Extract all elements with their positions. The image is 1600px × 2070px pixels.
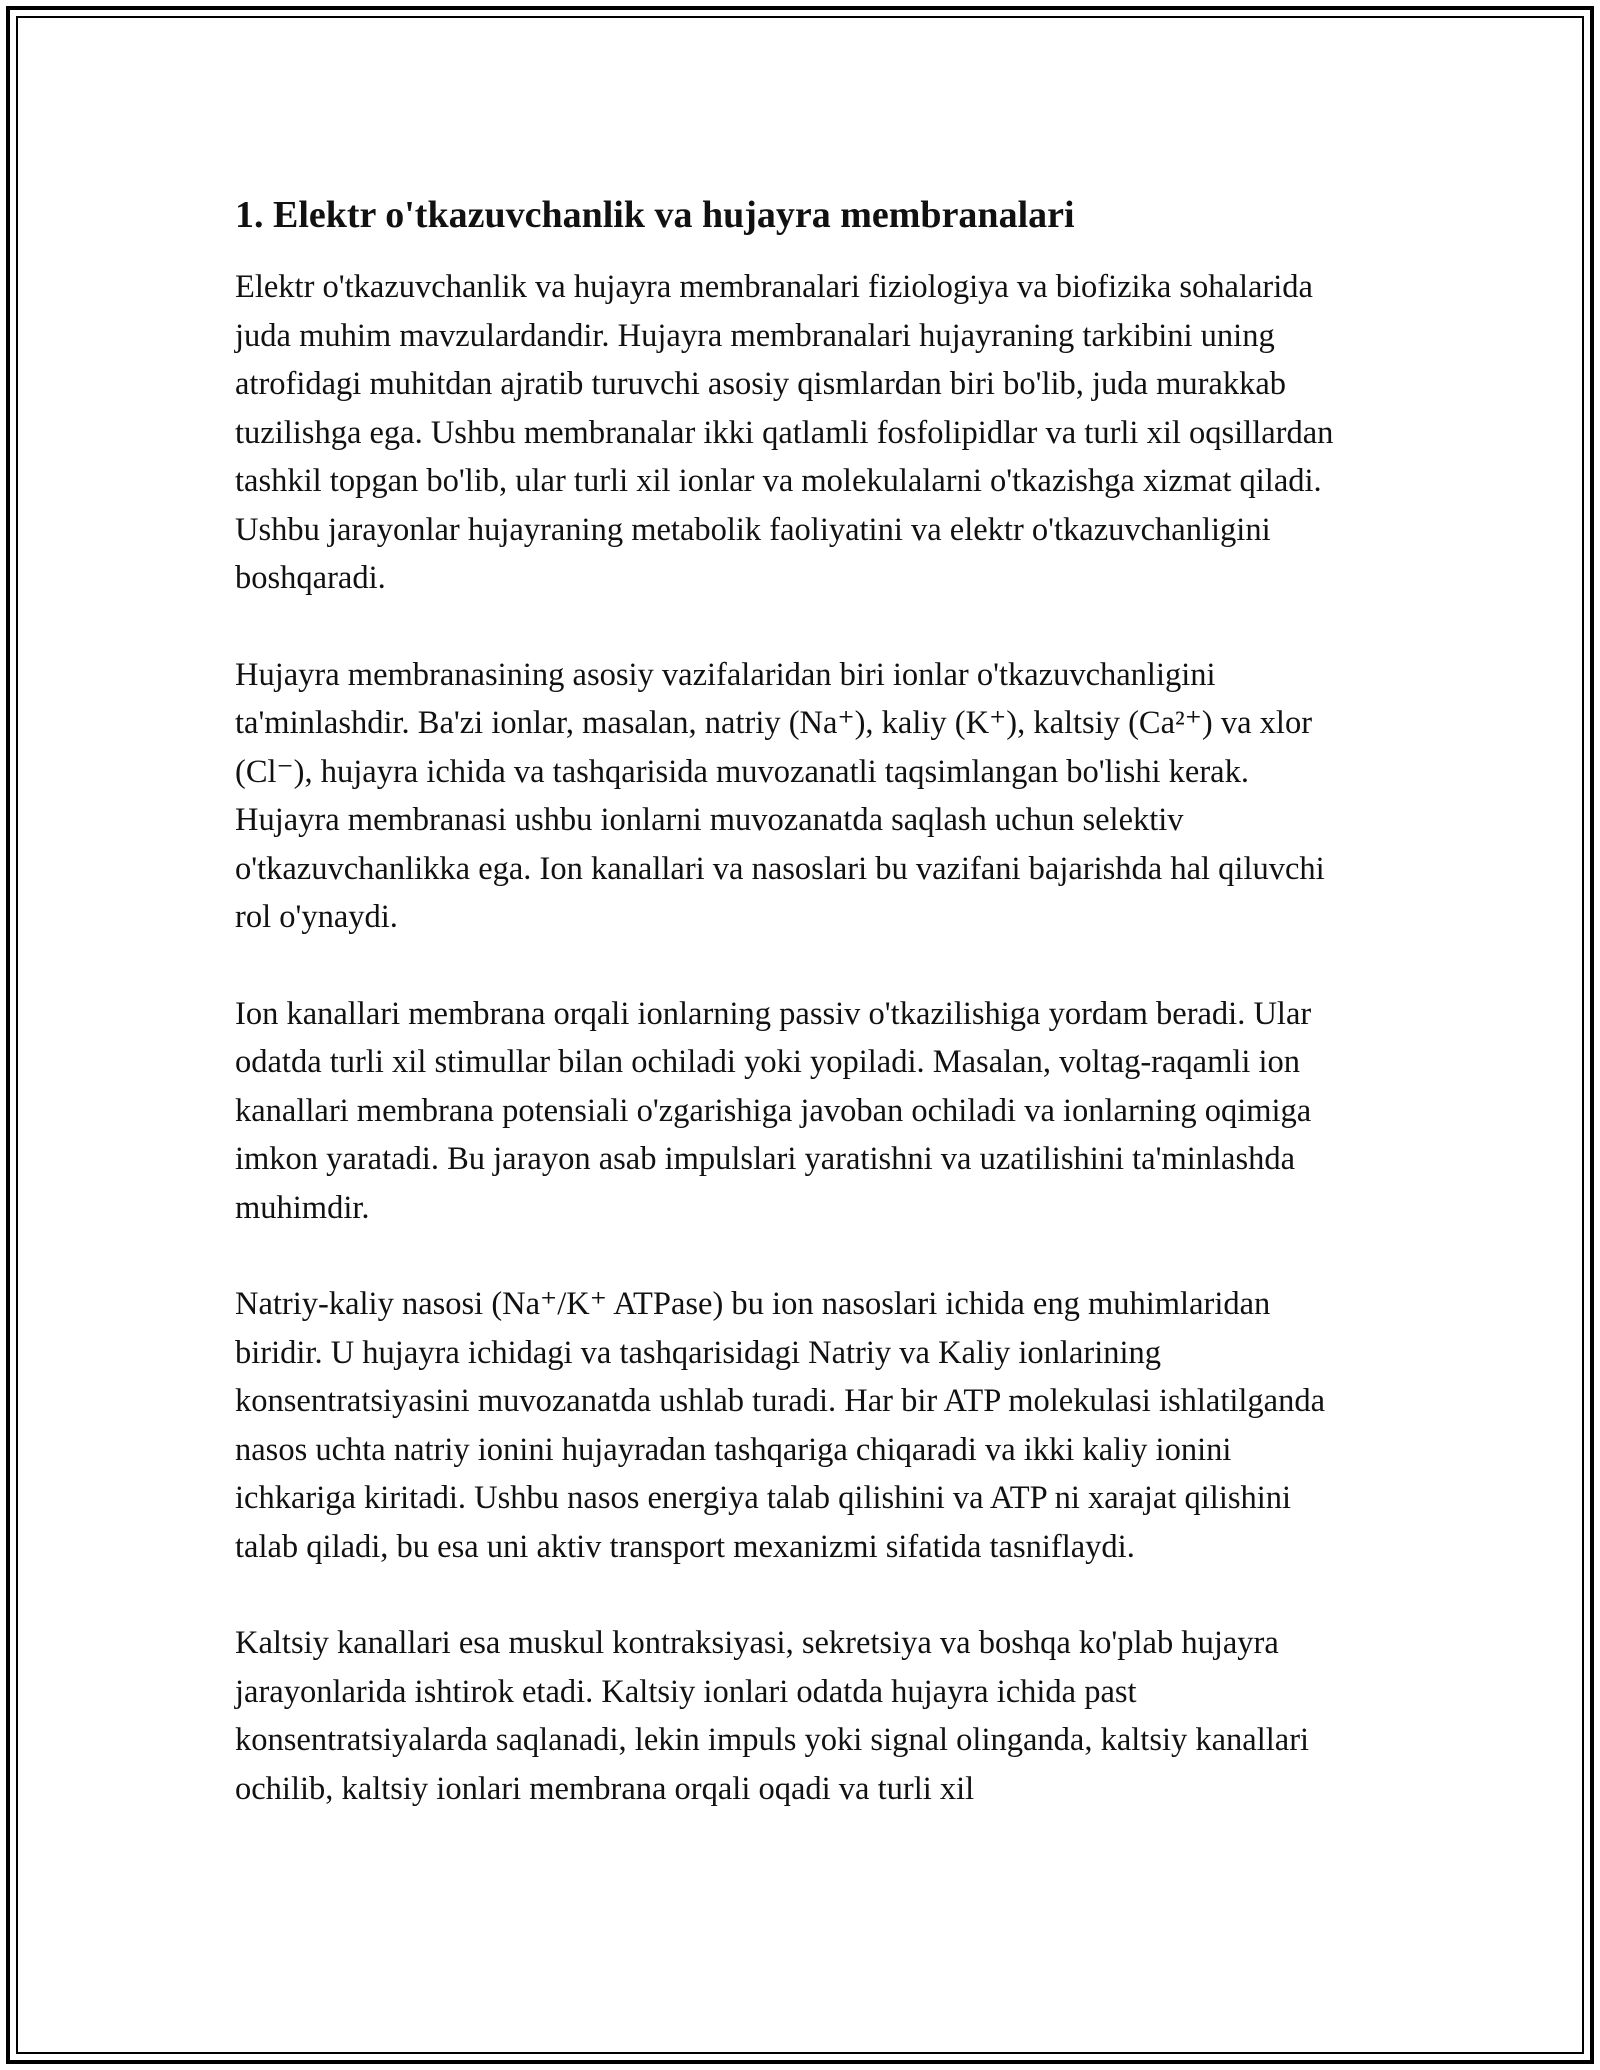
paragraph-2: Hujayra membranasining asosiy vazifalaridan biri ionlar o'tkazuvchanligini ta'minlashdir. Ba'zi ionlar, masalan, natriy (Na⁺), kaliy (K⁺), kaltsiy (Ca²⁺) va xlor (Cl⁻), hujayra ichida va tashqarisida muvozanatli taqsimlangan bo'lishi kerak. Hujayra membranasi ushbu ionlarni muvozanatda saqlash uchun selektiv o'tkazuvchanlikka ega. Ion kanallari va nasoslari bu vazifani bajarishda hal qiluvchi rol o'ynaydi. <box>235 656 1325 935</box>
paragraph-5: Kaltsiy kanallari esa muskul kontraksiyasi, sekretsiya va boshqa ko'plab hujayra jarayonlarida ishtirok etadi. Kaltsiy ionlari odatda hujayra ichida past konsentratsiyalarda saqlanadi, lekin impuls yoki signal olinganda, kaltsiy kanallari ochilib, kaltsiy ionlari membrana orqali oqadi va turli xil <box>235 1625 1310 1807</box>
paragraph-1: Elektr o'tkazuvchanlik va hujayra membranalari fiziologiya va biofizika sohalarida juda muhim mavzulardandir. Hujayra membranalari hujayraning tarkibini uning atrofidagi muhitdan ajratib turuvchi asosiy qismlardan biri bo'lib, juda murakkab tuzilishga ega. Ushbu membranalar ikki qatlamli fosfolipidlar va turli xil oqsillardan tashkil topgan bo'lib, ular turli xil ionlar va molekulalarni o'tkazishga xizmat qiladi. Ushbu jarayonlar hujayraning metabolik faoliyatini va elektr o'tkazuvchanligini boshqaradi. <box>235 269 1334 596</box>
paragraph-3: Ion kanallari membrana orqali ionlarning passiv o'tkazilishiga yordam beradi. Ular odatda turli xil stimullar bilan ochiladi yoki yopiladi. Masalan, voltag-raqamli ion kanallari membrana potensiali o'zgarishiga javoban ochiladi va ionlarning oqimiga imkon yaratadi. Bu jarayon asab impulslari yaratishni va uzatilishini ta'minlashda muhimdir. <box>235 995 1312 1226</box>
document-body <box>235 188 1355 1813</box>
paragraph-4: Natriy-kaliy nasosi (Na⁺/K⁺ ATPase) bu ion nasoslari ichida eng muhimlaridan biridir. U hujayra ichidagi va tashqarisidagi Natriy va Kaliy ionlarining konsentratsiyasini muvozanatda ushlab turadi. Har bir ATP molekulasi ishlatilganda nasos uchta natriy ionini hujayradan tashqariga chiqaradi va ikki kaliy ionini ichkariga kiritadi. Ushbu nasos energiya talab qilishini va ATP ni xarajat qilishini talab qiladi, bu esa uni aktiv transport mexanizmi sifatida tasniflaydi. <box>235 1286 1326 1565</box>
section-heading: 1. Elektr o'tkazuvchanlik va hujayra membranalari <box>235 194 1075 236</box>
